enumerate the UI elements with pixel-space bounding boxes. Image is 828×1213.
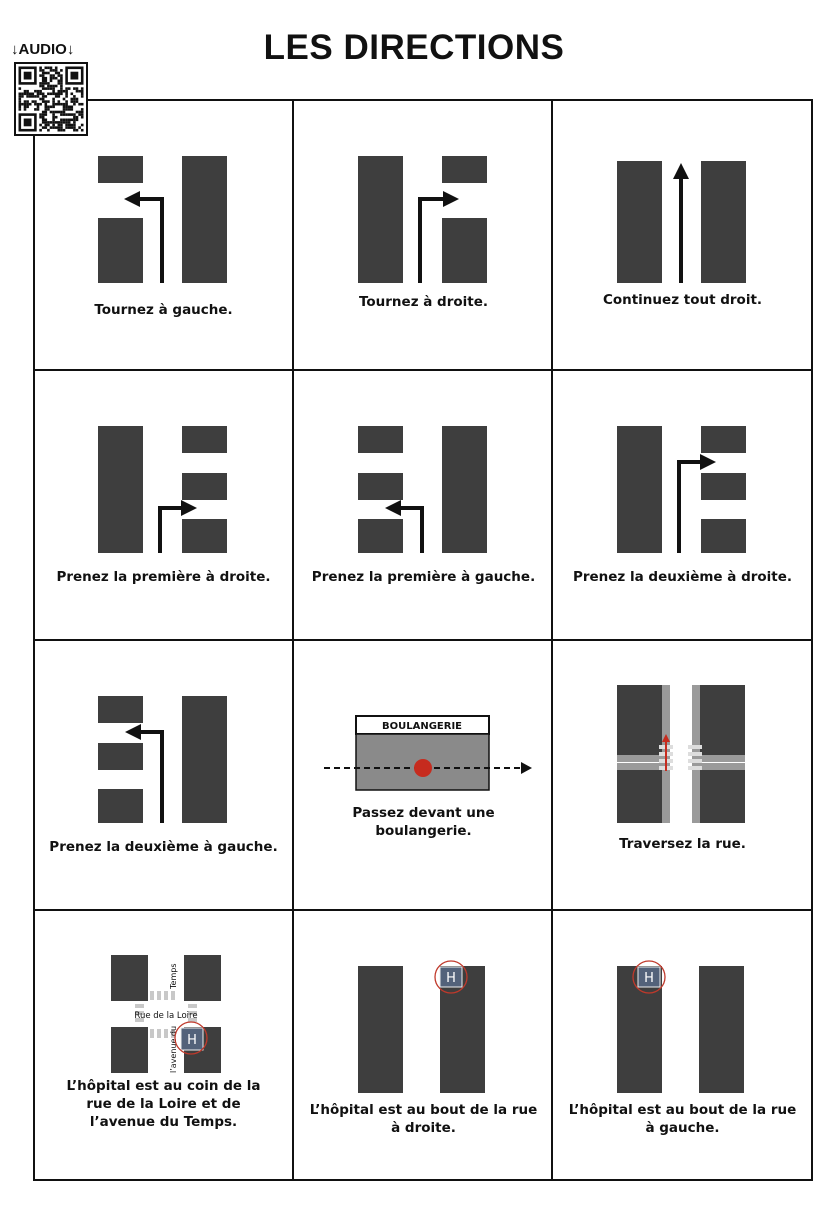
card-caption: L’hôpital est au coin de la rue de la Loire et de l’avenue du Temps. [66,1078,261,1130]
card-caption: Continuez tout droit. [602,292,763,308]
second-right-icon [553,371,812,641]
straight-ahead-icon [553,101,812,371]
card-straight [553,101,812,371]
card-caption: Tournez à droite. [358,294,489,310]
card-second-right [553,371,812,641]
card-first-left [294,371,553,641]
card-first-right [34,371,293,641]
qr-code-icon[interactable] [14,62,88,136]
hospital-end-left-icon [553,911,812,1181]
card-caption: Prenez la deuxième à gauche. [49,839,278,855]
card-turn-right [294,101,553,371]
hospital-letter: H [644,971,654,986]
street-label-loire: Rue de la Loire [134,1011,198,1021]
hospital-letter: H [446,971,456,986]
hospital-end-right-icon [294,911,553,1181]
card-hospital-end-left [553,911,812,1181]
street-label-avenue: l’avenue du [169,1025,178,1073]
hospital-corner-icon [34,911,293,1181]
cross-street-icon [553,641,812,911]
pass-bakery-icon [294,641,553,911]
card-second-left [34,641,293,911]
card-caption: Prenez la deuxième à droite. [572,569,793,585]
bakery-sign: BOULANGERIE [381,721,463,732]
page-title: LES DIRECTIONS [263,28,565,67]
card-caption: L’hôpital est au bout de la rue à gauche. [568,1102,797,1136]
card-turn-left [34,101,293,371]
card-caption: L’hôpital est au bout de la rue à droite. [309,1102,538,1136]
hospital-letter: H [187,1033,197,1048]
card-caption: Prenez la première à gauche. [311,569,536,585]
turn-left-icon [34,101,293,371]
first-left-icon [294,371,553,641]
first-right-icon [34,371,293,641]
card-caption: Prenez la première à droite. [56,569,271,585]
second-left-icon [34,641,293,911]
turn-right-icon [294,101,553,371]
card-pass-bakery [294,641,553,911]
card-hospital-end-right [294,911,553,1181]
card-caption: Traversez la rue. [619,836,746,852]
audio-label: ↓AUDIO↓ [11,41,75,58]
card-hospital-corner [34,911,293,1181]
card-caption: Passez devant une boulangerie. [352,805,495,839]
street-label-temps: Temps [169,963,178,989]
card-cross-street [553,641,812,911]
card-caption: Tournez à gauche. [94,302,233,318]
